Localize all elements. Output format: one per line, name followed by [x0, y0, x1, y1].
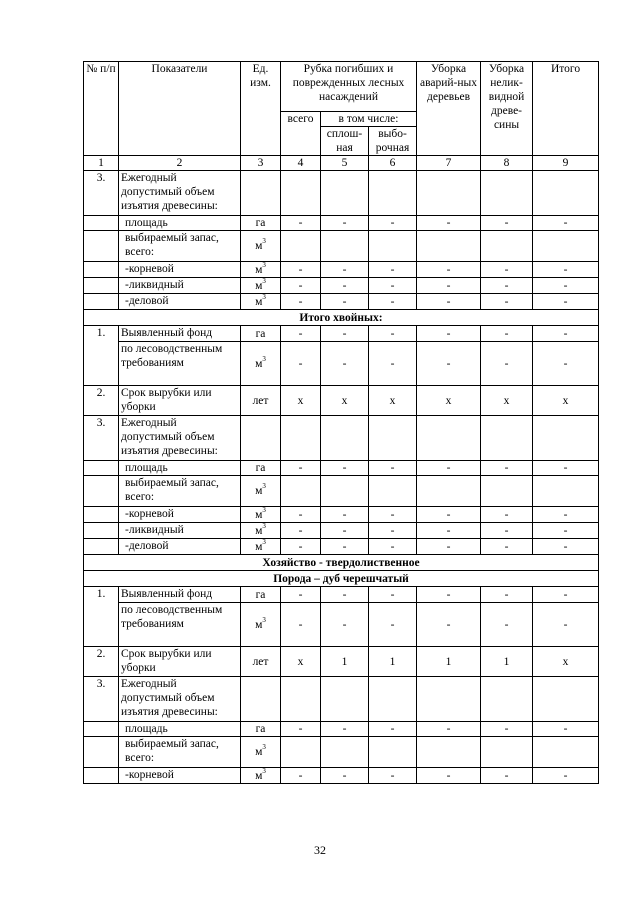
table-row — [84, 216, 599, 231]
header-itogo: Итого — [533, 62, 599, 156]
value-cell: - — [533, 539, 599, 555]
value-cell: - — [417, 507, 481, 523]
value-cell: - — [481, 461, 533, 476]
unit-cell: га — [241, 216, 281, 231]
value-cell: - — [481, 262, 533, 278]
row-label: Выявленный фонд — [119, 587, 241, 603]
value-cell: - — [321, 603, 369, 647]
table-row — [84, 677, 599, 722]
header-selective: выбо-рочная — [369, 127, 417, 156]
table-row — [84, 171, 599, 216]
unit-cell: $м^3$ — [241, 737, 281, 768]
value-cell: - — [533, 603, 599, 647]
colnum-6: 6 — [369, 156, 417, 171]
value-cell: - — [481, 523, 533, 539]
row-num: 3. — [84, 171, 119, 216]
header-cutting: Рубка погибших и поврежденных лесных насаждений — [281, 62, 417, 112]
unit-cell: $м^3$ — [241, 507, 281, 523]
row-label: выбираемый запас, всего: — [119, 231, 241, 262]
table-row — [84, 461, 599, 476]
value-cell: - — [281, 294, 321, 310]
unit-cell: $м^3$ — [241, 278, 281, 294]
table-row — [84, 476, 599, 507]
colnum-3: 3 — [241, 156, 281, 171]
value-cell: - — [369, 587, 417, 603]
value-cell: - — [281, 603, 321, 647]
value-cell: - — [369, 216, 417, 231]
value-cell: - — [369, 722, 417, 737]
value-cell: - — [281, 587, 321, 603]
colnum-4: 4 — [281, 156, 321, 171]
value-cell: - — [417, 342, 481, 386]
header-incl: в том числе: — [321, 112, 417, 127]
value-cell: - — [281, 216, 321, 231]
unit-cell: $м^3$ — [241, 294, 281, 310]
value-cell: - — [481, 216, 533, 231]
colnum-5: 5 — [321, 156, 369, 171]
row-num: 1. — [84, 326, 119, 386]
table-row — [84, 768, 599, 784]
table-row — [84, 342, 599, 386]
row-label: выбираемый запас, всего: — [119, 476, 241, 507]
table-row — [84, 262, 599, 278]
value-cell: - — [321, 587, 369, 603]
value-cell: - — [481, 326, 533, 342]
header-unit: Ед. изм. — [241, 62, 281, 156]
row-label: площадь — [119, 216, 241, 231]
value-cell: - — [417, 216, 481, 231]
row-label: по лесоводственным требованиям — [119, 603, 241, 647]
row-num: 3. — [84, 677, 119, 722]
value-cell: 1 — [481, 647, 533, 677]
value-cell: - — [481, 342, 533, 386]
value-cell: - — [533, 722, 599, 737]
row-label: Ежегодный допустимый объем изъятия древесины: — [119, 677, 241, 722]
value-cell: - — [417, 262, 481, 278]
value-cell: - — [281, 262, 321, 278]
value-cell: - — [417, 603, 481, 647]
unit-cell: $м^3$ — [241, 768, 281, 784]
value-cell: - — [281, 539, 321, 555]
unit-cell: $м^3$ — [241, 523, 281, 539]
value-cell: - — [481, 278, 533, 294]
value-cell: - — [321, 507, 369, 523]
value-cell: - — [417, 768, 481, 784]
value-cell: - — [321, 326, 369, 342]
value-cell: - — [321, 278, 369, 294]
row-label: -деловой — [119, 539, 241, 555]
value-cell: - — [281, 523, 321, 539]
value-cell: - — [481, 507, 533, 523]
colnum-1: 1 — [84, 156, 119, 171]
value-cell: - — [281, 507, 321, 523]
section-title: Итого хвойных: — [84, 310, 599, 326]
table-row — [84, 294, 599, 310]
unit-cell: $м^3$ — [241, 342, 281, 386]
header-solid: сплош-ная — [321, 127, 369, 156]
unit-cell: лет — [241, 386, 281, 416]
value-cell: - — [417, 326, 481, 342]
table-row — [84, 647, 599, 677]
header-total-sub: всего — [281, 112, 321, 156]
value-cell: х — [281, 386, 321, 416]
unit-cell: $м^3$ — [241, 262, 281, 278]
row-num: 2. — [84, 647, 119, 677]
value-cell: - — [533, 294, 599, 310]
value-cell: - — [481, 294, 533, 310]
page-number: 32 — [314, 843, 326, 857]
value-cell: - — [321, 342, 369, 386]
value-cell: - — [369, 294, 417, 310]
row-label: -деловой — [119, 294, 241, 310]
value-cell: х — [321, 386, 369, 416]
value-cell: - — [321, 523, 369, 539]
value-cell: - — [533, 278, 599, 294]
value-cell: - — [321, 539, 369, 555]
unit-cell: лет — [241, 647, 281, 677]
value-cell: - — [417, 278, 481, 294]
value-cell: - — [281, 278, 321, 294]
table-row — [84, 278, 599, 294]
value-cell: - — [533, 262, 599, 278]
row-label: -ликвидный — [119, 278, 241, 294]
value-cell: - — [369, 278, 417, 294]
row-label: Срок вырубки или уборки — [119, 386, 241, 416]
value-cell: - — [321, 768, 369, 784]
value-cell: - — [417, 539, 481, 555]
row-label: Выявленный фонд — [119, 326, 241, 342]
row-num: 1. — [84, 587, 119, 647]
value-cell: х — [281, 647, 321, 677]
row-label: Срок вырубки или уборки — [119, 647, 241, 677]
header-indicators: Показатели — [119, 62, 241, 156]
value-cell: - — [321, 461, 369, 476]
value-cell: - — [533, 507, 599, 523]
value-cell: - — [417, 461, 481, 476]
table-row — [84, 507, 599, 523]
table-row — [84, 587, 599, 603]
value-cell: - — [321, 294, 369, 310]
value-cell: - — [417, 587, 481, 603]
value-cell: - — [321, 216, 369, 231]
value-cell: 1 — [369, 647, 417, 677]
row-num: 2. — [84, 386, 119, 416]
row-label: по лесоводственным требованиям — [119, 342, 241, 386]
row-label: площадь — [119, 461, 241, 476]
value-cell: - — [369, 523, 417, 539]
value-cell: - — [481, 768, 533, 784]
value-cell: - — [369, 326, 417, 342]
unit-cell: га — [241, 722, 281, 737]
value-cell: - — [281, 768, 321, 784]
value-cell: - — [533, 216, 599, 231]
table-row — [84, 386, 599, 416]
header-illiquid: Уборка нелик-видной древе-сины — [481, 62, 533, 156]
value-cell: - — [417, 294, 481, 310]
table-row — [84, 416, 599, 461]
row-num: 3. — [84, 416, 119, 461]
document-table — [83, 61, 599, 784]
table-row — [84, 722, 599, 737]
section-subtitle: Порода – дуб черешчатый — [84, 571, 599, 587]
value-cell: х — [533, 647, 599, 677]
table-row — [84, 326, 599, 342]
value-cell: - — [481, 722, 533, 737]
unit-cell: $м^3$ — [241, 231, 281, 262]
value-cell: - — [533, 461, 599, 476]
row-label: -корневой — [119, 507, 241, 523]
value-cell: - — [321, 262, 369, 278]
value-cell: х — [533, 386, 599, 416]
value-cell: 1 — [321, 647, 369, 677]
value-cell: - — [481, 587, 533, 603]
value-cell: - — [369, 768, 417, 784]
value-cell: - — [321, 722, 369, 737]
row-label: -корневой — [119, 262, 241, 278]
colnum-2: 2 — [119, 156, 241, 171]
unit-cell: $м^3$ — [241, 476, 281, 507]
row-label: -ликвидный — [119, 523, 241, 539]
value-cell: - — [533, 523, 599, 539]
unit-cell: $м^3$ — [241, 603, 281, 647]
value-cell: - — [369, 461, 417, 476]
value-cell: х — [481, 386, 533, 416]
value-cell: - — [533, 342, 599, 386]
value-cell: х — [369, 386, 417, 416]
value-cell: - — [369, 262, 417, 278]
value-cell: - — [369, 603, 417, 647]
table-row — [84, 539, 599, 555]
value-cell: - — [417, 523, 481, 539]
value-cell: - — [417, 722, 481, 737]
value-cell: - — [533, 326, 599, 342]
row-label: Ежегодный допустимый объем изъятия древесины: — [119, 416, 241, 461]
colnum-9: 9 — [533, 156, 599, 171]
value-cell: - — [281, 461, 321, 476]
value-cell: - — [369, 539, 417, 555]
unit-cell: га — [241, 326, 281, 342]
table-row — [84, 737, 599, 768]
row-label: площадь — [119, 722, 241, 737]
value-cell: - — [481, 603, 533, 647]
table-row — [84, 603, 599, 647]
value-cell: - — [533, 768, 599, 784]
value-cell: - — [369, 507, 417, 523]
value-cell: - — [481, 539, 533, 555]
row-label: Ежегодный допустимый объем изъятия древесины: — [119, 171, 241, 216]
value-cell: - — [281, 722, 321, 737]
header-emergency: Уборка аварий-ных деревьев — [417, 62, 481, 156]
colnum-7: 7 — [417, 156, 481, 171]
value-cell: - — [281, 342, 321, 386]
colnum-8: 8 — [481, 156, 533, 171]
unit-cell: $м^3$ — [241, 539, 281, 555]
unit-cell: га — [241, 587, 281, 603]
value-cell: х — [417, 386, 481, 416]
value-cell: - — [369, 342, 417, 386]
value-cell: - — [533, 587, 599, 603]
header-num: № п/п — [84, 62, 119, 156]
section-title: Хозяйство - твердолиственное — [84, 555, 599, 571]
table-row — [84, 231, 599, 262]
unit-cell: га — [241, 461, 281, 476]
value-cell: - — [281, 326, 321, 342]
row-label: -корневой — [119, 768, 241, 784]
value-cell: 1 — [417, 647, 481, 677]
table-row — [84, 523, 599, 539]
row-label: выбираемый запас, всего: — [119, 737, 241, 768]
